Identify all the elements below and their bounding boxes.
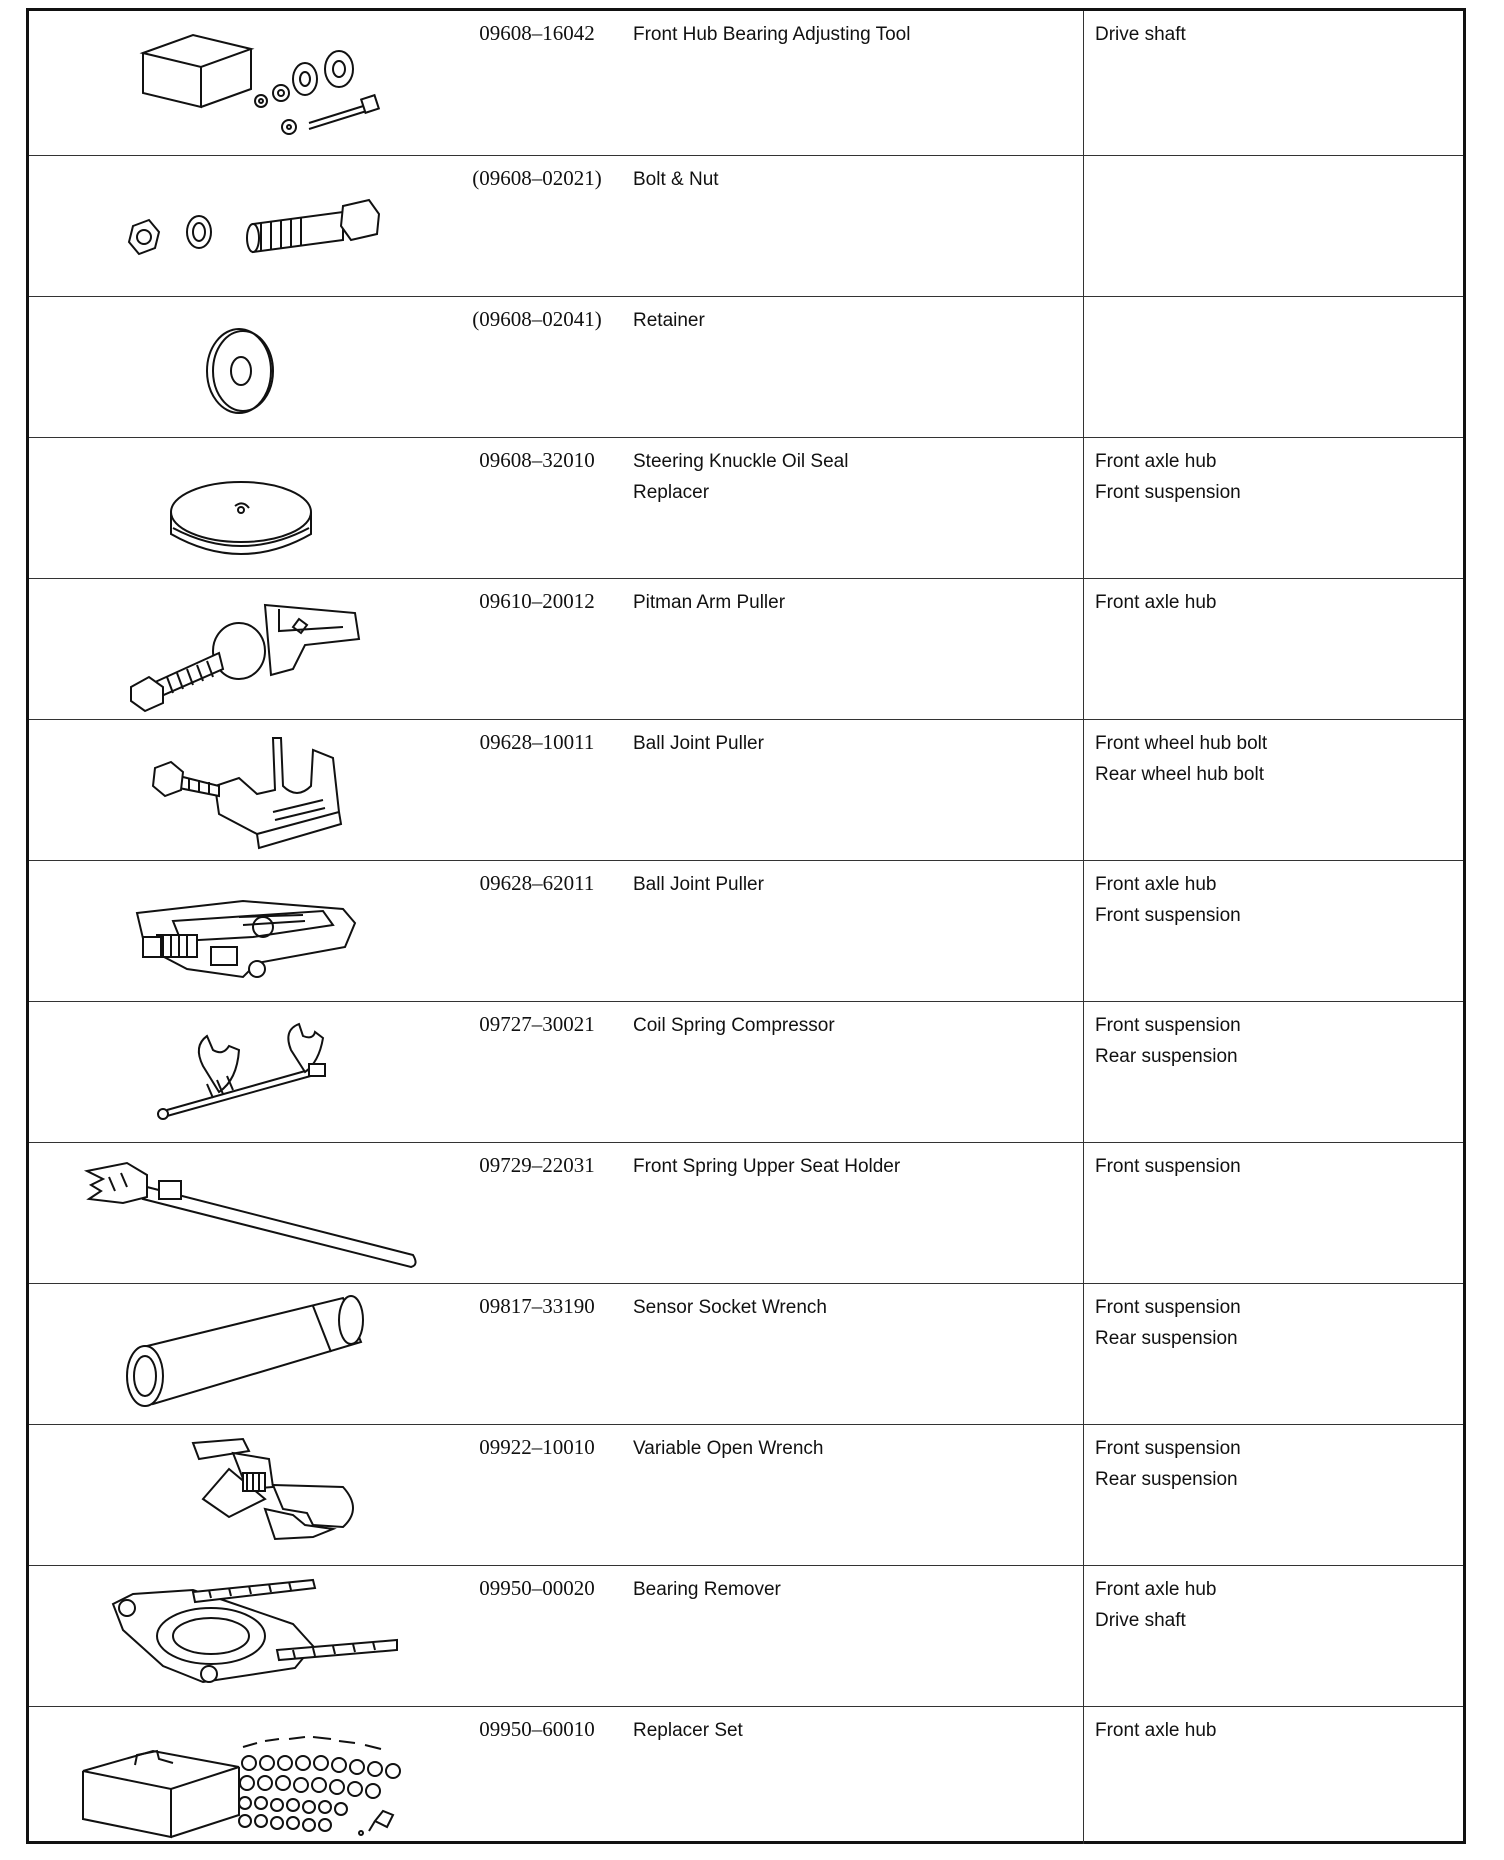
part-number: 09628–62011 [479,871,595,895]
tool-name: Steering Knuckle Oil Seal Replacer [633,451,849,503]
part-number: 09608–16042 [479,21,595,45]
table-row [29,861,1463,1002]
tool-use: Front axle hub [1095,1720,1217,1741]
table-row [29,1566,1463,1707]
table-row [29,1707,1463,1844]
tool-name: Ball Joint Puller [633,874,764,895]
tool-name: Retainer [633,310,705,331]
table-row [29,156,1463,297]
part-number: 09950–60010 [479,1717,595,1741]
oil-seal-replacer-icon [43,442,443,572]
hub-bearing-tool-set-icon [43,15,443,145]
table-row [29,1143,1463,1284]
tool-use: Front axle hub Front suspension [1095,874,1241,926]
tool-name: Bolt & Nut [633,169,719,190]
table-row [29,579,1463,720]
coil-spring-compressor-icon [43,1006,443,1136]
tool-name: Bearing Remover [633,1579,781,1600]
tool-name: Variable Open Wrench [633,1438,824,1459]
table-row [29,1425,1463,1566]
bearing-remover-icon [43,1570,443,1700]
table-row [29,720,1463,861]
bolt-and-nut-icon [43,160,443,290]
ball-joint-puller-icon [43,724,443,854]
table-row [29,1284,1463,1425]
part-number: (09608–02041) [472,307,602,331]
part-number: 09727–30021 [479,1012,595,1036]
sensor-socket-wrench-icon [43,1288,443,1418]
tool-use: Front axle hub [1095,592,1217,613]
tool-name: Pitman Arm Puller [633,592,786,613]
table-row [29,297,1463,438]
special-tools-table [26,8,1466,1844]
tool-name: Coil Spring Compressor [633,1015,835,1036]
part-number: 09817–33190 [479,1294,595,1318]
tool-use: Front axle hub Front suspension [1095,451,1241,503]
pitman-arm-puller-icon [43,583,443,713]
variable-open-wrench-icon [43,1429,443,1559]
tool-use: Front suspension Rear suspension [1095,1015,1241,1067]
tool-name: Ball Joint Puller [633,733,764,754]
tool-name: Sensor Socket Wrench [633,1297,827,1318]
tool-name: Front Spring Upper Seat Holder [633,1156,901,1177]
tool-use: Front axle hub Drive shaft [1095,1579,1217,1631]
tool-use: Front suspension Rear suspension [1095,1438,1241,1490]
ball-joint-puller-frame-icon [43,865,443,995]
tool-name: Front Hub Bearing Adjusting Tool [633,24,911,45]
replacer-set-icon [43,1711,443,1841]
tool-name: Replacer Set [633,1720,743,1741]
part-number: (09608–02021) [472,166,602,190]
tool-use: Front wheel hub bolt Rear wheel hub bolt [1095,733,1268,785]
part-number: 09729–22031 [479,1153,595,1177]
part-number: 09610–20012 [479,589,595,613]
spring-seat-holder-icon [43,1147,443,1277]
tool-use: Drive shaft [1095,24,1186,45]
tool-use: Front suspension [1095,1156,1241,1177]
table-row [29,438,1463,579]
part-number: 09608–32010 [479,448,595,472]
tool-use: Front suspension Rear suspension [1095,1297,1241,1349]
retainer-washer-icon [43,301,443,431]
part-number: 09950–00020 [479,1576,595,1600]
part-number: 09922–10010 [479,1435,595,1459]
table-row [29,11,1463,156]
part-number: 09628–10011 [479,730,595,754]
table-row [29,1002,1463,1143]
